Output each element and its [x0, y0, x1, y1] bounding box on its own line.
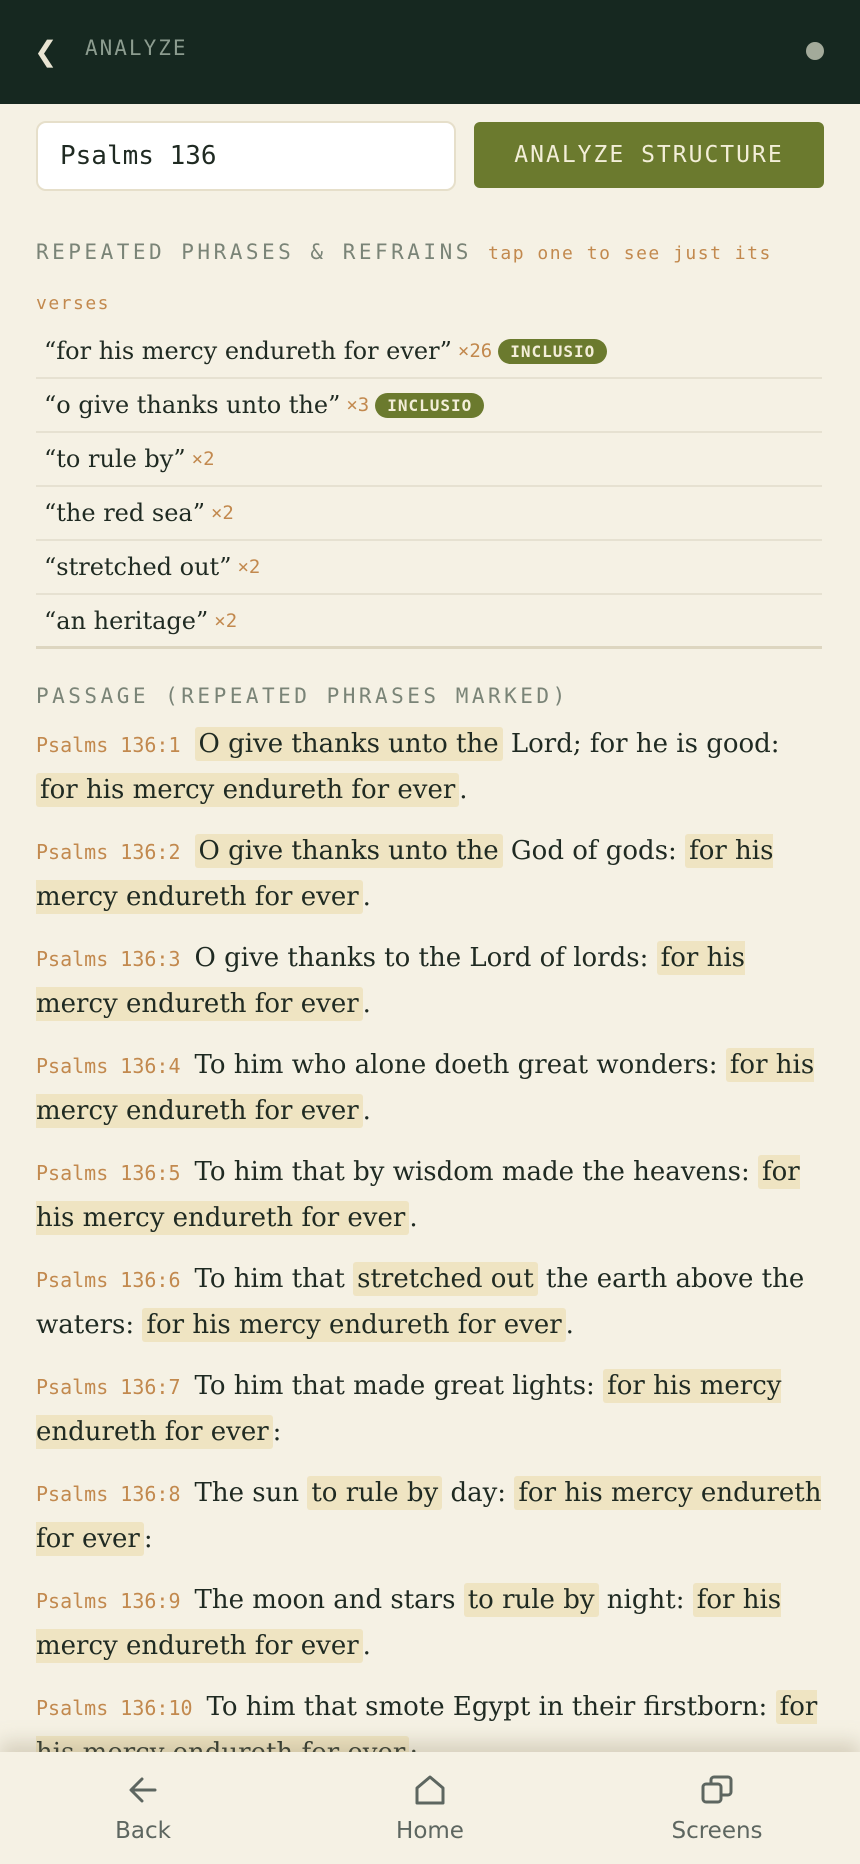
page-title: ANALYZE	[85, 36, 188, 60]
highlighted-phrase: for his mercy endureth for ever	[36, 1585, 782, 1661]
nav-screens-button[interactable]	[617, 1752, 817, 1864]
phrases-section-header	[36, 228, 806, 328]
verse-text: .	[459, 775, 468, 805]
verse-text: :	[272, 1417, 282, 1447]
phrase-text: “o give thanks unto the”	[44, 391, 341, 419]
verse	[36, 829, 826, 920]
analyze-structure-button[interactable]: ANALYZE STRUCTURE	[474, 122, 824, 188]
verse-text: To him who alone doeth great wonders:	[194, 1050, 726, 1080]
verse-text: O give thanks to the Lord of lords:	[194, 943, 657, 973]
verse-reference[interactable]: Psalms 136:9	[36, 1589, 181, 1613]
phrase-count: ×2	[210, 502, 234, 524]
verse-text: To him that by wisdom made the heavens:	[194, 1157, 758, 1187]
phrase-item[interactable]	[36, 487, 822, 541]
highlighted-phrase: stretched out	[353, 1262, 538, 1296]
highlighted-phrase: for his mercy endureth for ever	[36, 1371, 782, 1447]
verse-text: The sun	[194, 1478, 308, 1508]
verse-text: .	[565, 1310, 574, 1340]
verse	[36, 1150, 826, 1241]
phrase-text: “the red sea”	[44, 499, 205, 527]
highlighted-phrase: O give thanks unto the	[195, 727, 503, 761]
nav-home-button[interactable]	[330, 1752, 530, 1864]
verse-text: Lord; for he is good:	[502, 729, 780, 759]
phrase-item[interactable]	[36, 541, 822, 595]
phrase-text: “an heritage”	[44, 606, 209, 635]
verse-text: To him that	[194, 1264, 354, 1294]
verse-text: God of gods:	[502, 836, 686, 866]
highlighted-phrase: for his mercy endureth for ever	[36, 773, 459, 807]
highlighted-phrase: to rule by	[464, 1583, 599, 1617]
phrase-count: ×2	[237, 556, 261, 578]
passage-verses	[36, 722, 826, 1752]
passage-input[interactable]	[36, 121, 456, 191]
nav-home-label: Home	[396, 1818, 464, 1844]
highlighted-phrase: for his mercy endureth for ever	[36, 836, 774, 912]
verse-reference[interactable]: Psalms 136:4	[36, 1054, 181, 1078]
verse-reference[interactable]: Psalms 136:2	[36, 840, 181, 864]
verse	[36, 1364, 826, 1455]
phrase-item[interactable]	[36, 595, 822, 649]
highlighted-phrase: O give thanks unto the	[195, 834, 503, 868]
phrase-item[interactable]	[36, 325, 822, 379]
phrase-item[interactable]	[36, 379, 822, 433]
verse-text: .	[362, 989, 371, 1019]
phrase-count: ×3	[346, 394, 370, 416]
verse-text: night:	[598, 1585, 693, 1615]
phrase-count: ×26	[457, 340, 493, 362]
verse-reference[interactable]: Psalms 136:7	[36, 1375, 181, 1399]
phrase-count: ×2	[191, 448, 215, 470]
top-bar	[0, 0, 860, 104]
search-row	[36, 121, 824, 191]
highlighted-phrase: for his mercy endureth for ever	[36, 1050, 815, 1126]
inclusio-badge: INCLUSIO	[498, 339, 607, 364]
inclusio-badge: INCLUSIO	[375, 393, 484, 418]
verse-reference[interactable]: Psalms 136:8	[36, 1482, 181, 1506]
screens-icon	[699, 1772, 735, 1808]
nav-screens-label: Screens	[671, 1818, 763, 1844]
verse-reference[interactable]: Psalms 136:3	[36, 947, 181, 971]
highlighted-phrase: for his mercy endureth for ever	[36, 1157, 800, 1233]
highlighted-phrase: for his mercy endureth for ever	[142, 1308, 565, 1342]
phrase-text: “to rule by”	[44, 445, 186, 473]
phrases-section-title: REPEATED PHRASES & REFRAINS	[36, 240, 472, 264]
verse-text: :	[143, 1524, 153, 1554]
highlighted-phrase: for	[36, 1690, 817, 1770]
status-dot-icon	[806, 42, 824, 60]
nav-back-button[interactable]	[43, 1752, 243, 1864]
verse	[36, 1043, 826, 1134]
nav-back-label: Back	[115, 1818, 171, 1844]
bottom-nav	[0, 1752, 860, 1864]
chevron-left-icon[interactable]: ❮	[34, 35, 58, 68]
phrase-text: “for his mercy endureth for ever”	[44, 337, 452, 365]
verse-text: To him that smote Egypt in their firstborn:	[206, 1692, 776, 1722]
verse-reference[interactable]: Psalms 136:1	[36, 733, 181, 757]
phrase-count: ×2	[214, 609, 238, 632]
phrase-text: “stretched out”	[44, 553, 232, 581]
highlighted-phrase: for his mercy endureth for ever	[36, 1478, 822, 1554]
home-icon	[412, 1772, 448, 1808]
verse-reference[interactable]: Psalms 136:6	[36, 1268, 181, 1292]
verse-text: day:	[442, 1478, 515, 1508]
verse	[36, 1578, 826, 1669]
verse-text: .	[409, 1203, 418, 1233]
phrases-section-hint: tap one to see just its verses	[36, 243, 772, 314]
verse	[36, 1257, 826, 1348]
verse	[36, 936, 826, 1027]
verse-reference[interactable]: Psalms 136:5	[36, 1161, 181, 1185]
verse-text: .	[362, 882, 371, 912]
verse-text: .	[362, 1631, 371, 1661]
phrase-list	[36, 325, 822, 649]
passage-section-title: PASSAGE (REPEATED PHRASES MARKED)	[36, 684, 569, 708]
verse	[36, 1471, 826, 1562]
phrase-item[interactable]	[36, 433, 822, 487]
verse-text: .	[362, 1096, 371, 1126]
verse	[36, 722, 826, 813]
highlighted-phrase: for his mercy endureth for ever	[36, 943, 745, 1019]
verse-text: the earth above the waters:	[36, 1264, 805, 1340]
highlighted-phrase: to rule by	[307, 1476, 442, 1510]
arrow-left-icon	[125, 1772, 161, 1808]
verse-text: To him that made great lights:	[194, 1371, 604, 1401]
verse-reference[interactable]: Psalms 136:10	[36, 1696, 193, 1720]
verse-text: The moon and stars	[194, 1585, 464, 1615]
